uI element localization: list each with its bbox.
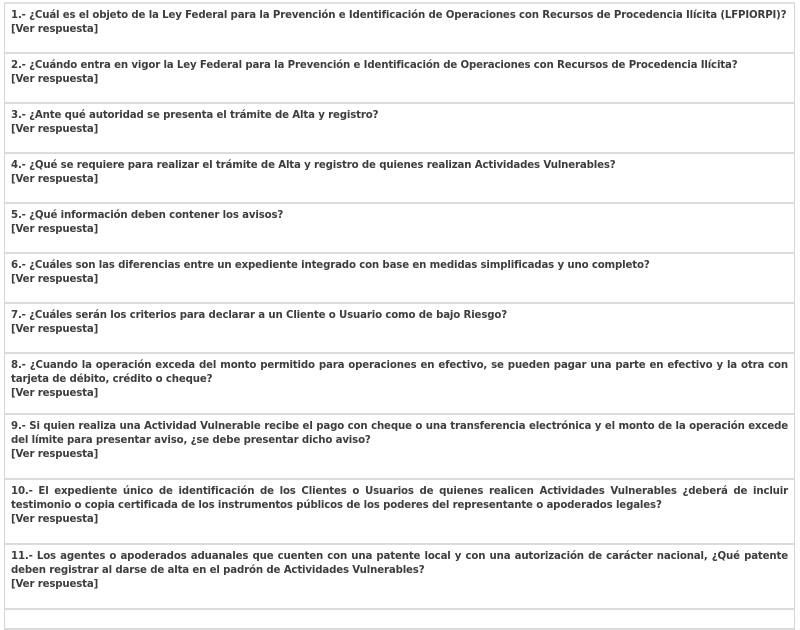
faq-question: 8.- ¿Cuando la operación exceda del monto permitido para operaciones en efectivo, se pueden pagar una parte en efectivo y la otra con tarjeta de débito, crédito o cheque? (11, 360, 788, 385)
view-answer-link[interactable]: [Ver respuesta] (11, 579, 99, 590)
faq-item (5, 415, 794, 480)
faq-question: 2.- ¿Cuándo entra en vigor la Ley Federal para la Prevención e Identificación de Operaciones con Recursos de Procedencia Ilícita? (11, 60, 738, 71)
faq-question: 4.- ¿Qué se requiere para realizar el trámite de Alta y registro de quienes realizan Actividades Vulnerables? (11, 160, 616, 171)
faq-question: 11.- Los agentes o apoderados aduanales que cuenten con una patente local y con una autorización de carácter nacional, ¿Qué patente deben registrar al darse de alta en el padrón de Actividades Vulnerables? (11, 551, 788, 576)
faq-item-partial (5, 610, 794, 630)
faq-question: 10.- El expediente único de identificación de los Clientes o Usuarios de quienes realicen Actividades Vulnerables ¿deberá de incluir testimonio o copia certificada de los instrumentos públicos de los poderes del representante o apoderados legales? (11, 486, 788, 511)
faq-item (5, 254, 794, 304)
view-answer-link[interactable]: [Ver respuesta] (11, 24, 99, 35)
view-answer-link[interactable]: [Ver respuesta] (11, 74, 99, 85)
faq-question: 9.- Si quien realiza una Actividad Vulnerable recibe el pago con cheque o una transferencia electrónica y el monto de la operación excede del límite para presentar aviso, ¿se debe presentar dicho aviso? (11, 421, 788, 446)
faq-item (5, 104, 794, 154)
view-answer-link[interactable]: [Ver respuesta] (11, 388, 99, 399)
faq-question: 7.- ¿Cuáles serán los criterios para declarar a un Cliente o Usuario como de bajo Riesgo? (11, 310, 507, 321)
view-answer-link[interactable]: [Ver respuesta] (11, 514, 99, 525)
view-answer-link[interactable]: [Ver respuesta] (11, 174, 99, 185)
faq-question: 5.- ¿Qué información deben contener los avisos? (11, 210, 284, 221)
view-answer-link[interactable]: [Ver respuesta] (11, 224, 99, 235)
faq-item (5, 480, 794, 545)
view-answer-link[interactable]: [Ver respuesta] (11, 274, 99, 285)
faq-item (5, 54, 794, 104)
view-answer-link[interactable]: [Ver respuesta] (11, 124, 99, 135)
faq-item (5, 354, 794, 415)
faq-item (5, 4, 794, 54)
view-answer-link[interactable]: [Ver respuesta] (11, 449, 99, 460)
view-answer-link[interactable]: [Ver respuesta] (11, 324, 99, 335)
faq-question: 1.- ¿Cuál es el objeto de la Ley Federal para la Prevención e Identificación de Operaciones con Recursos de Procedencia Ilícita (LFPIORPI)? (11, 10, 787, 21)
faq-item (5, 545, 794, 610)
faq-item (5, 154, 794, 204)
faq-item (5, 204, 794, 254)
faq-question: 3.- ¿Ante qué autoridad se presenta el trámite de Alta y registro? (11, 110, 379, 121)
faq-list (4, 2, 795, 630)
faq-item (5, 304, 794, 354)
faq-question: 6.- ¿Cuáles son las diferencias entre un expediente integrado con base en medidas simplificadas y uno completo? (11, 260, 650, 271)
